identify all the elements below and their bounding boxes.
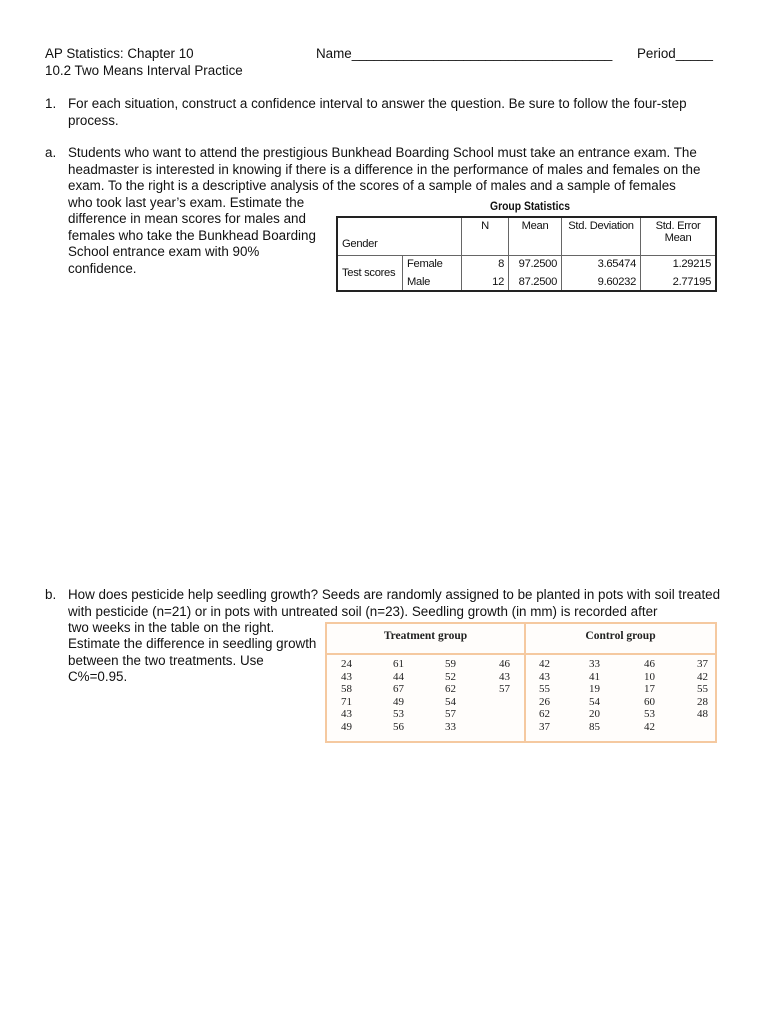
treatment-group-title: Treatment group [383,630,468,642]
part-b-side-text: two weeks in the table on the right. Estimate the difference in seedling growth between the two treatments. Use C%=0.95. [68,620,317,685]
n-cell: 8 [462,255,509,273]
control-value: 55 [539,683,550,696]
part-a-text: Students who want to attend the prestigious Bunkhead Boarding School must take an entrance exam. The headmaster is interested in knowing if there is a difference in the performance of males and females on the exam. To the right is a descriptive analysis of the scores of a sample of males and a sample of females [68,145,701,194]
mean-cell: 87.2500 [509,273,562,291]
treatment-value: 53 [393,708,404,721]
control-value: 43 [539,670,550,683]
control-value: 46 [644,658,655,670]
treatment-value: 49 [341,721,352,733]
control-group-title: Control group [585,630,656,642]
control-value: 37 [697,658,708,670]
sd-cell: 3.65474 [562,255,641,273]
unit-title: 10.2 Two Means Interval Practice [45,63,243,78]
treatment-value: 57 [445,708,456,721]
control-value: 60 [644,695,655,708]
sd-cell: 9.60232 [562,273,641,291]
control-value: 42 [644,721,655,733]
se-cell: 2.77195 [641,273,717,291]
header-gender: Gender [337,217,462,255]
treatment-value: 59 [445,658,456,670]
control-value: 28 [697,695,708,708]
name-field[interactable]: Name___________________________________ [316,46,613,61]
header-std-dev: Std. Deviation [562,217,641,255]
n-cell: 12 [462,273,509,291]
control-value: 33 [589,658,600,670]
gender-cell: Female [403,255,462,273]
mean-cell: 97.2500 [509,255,562,273]
header-mean: Mean [509,217,562,255]
control-value: 54 [589,695,600,708]
seedling-growth-table [325,622,717,743]
treatment-value: 62 [445,683,456,696]
group-statistics-table [336,216,717,292]
treatment-value: 71 [341,695,352,708]
control-value: 48 [697,708,708,721]
control-value: 42 [539,658,550,670]
treatment-value: 54 [445,695,456,708]
control-value: 41 [589,670,600,683]
group-statistics-title: Group Statistics [490,201,570,213]
treatment-value: 24 [341,658,352,670]
control-value: 62 [539,708,550,721]
control-value: 37 [539,721,550,733]
course-title: AP Statistics: Chapter 10 [45,46,194,61]
question-number: 1. [45,96,57,111]
part-b-text: How does pesticide help seedling growth? Seeds are randomly assigned to be planted in pots with soil treated with pesticide (n=21) or in pots with untreated soil (n=23). Seedling growth (in mm) is recorded after [68,587,721,619]
treatment-value: 49 [393,695,404,708]
control-value: 19 [589,683,600,696]
part-a-label: a. [45,145,57,160]
treatment-value: 61 [393,658,404,670]
control-value: 10 [644,670,655,683]
treatment-value: 57 [499,683,510,696]
control-value: 53 [644,708,655,721]
gender-cell: Male [403,273,462,291]
part-a-side-text: who took last year’s exam. Estimate the difference in mean scores for males and females who take the Bunkhead Boarding School entrance exam with 90% confidence. [68,195,316,276]
treatment-value: 43 [341,708,352,721]
treatment-value: 56 [393,721,404,733]
question-text: For each situation, construct a confidence interval to answer the question. Be sure to follow the four-step process. [68,96,687,128]
period-field[interactable]: Period_____ [637,46,713,61]
header-n: N [462,217,509,255]
part-b-label: b. [45,587,57,602]
se-cell: 1.29215 [641,255,717,273]
treatment-value: 43 [341,670,352,683]
header-std-error: Std. Error Mean [641,217,717,255]
treatment-value: 58 [341,683,352,696]
control-value: 26 [539,695,550,708]
control-value: 85 [589,721,600,733]
control-value: 42 [697,670,708,683]
row-group-label: Test scores [337,255,403,291]
treatment-value: 46 [499,658,510,670]
treatment-value: 52 [445,670,456,683]
control-value: 17 [644,683,655,696]
control-value: 55 [697,683,708,696]
treatment-value: 67 [393,683,404,696]
treatment-value: 43 [499,670,510,683]
treatment-value: 44 [393,670,404,683]
treatment-value: 33 [445,721,456,733]
control-value: 20 [589,708,600,721]
